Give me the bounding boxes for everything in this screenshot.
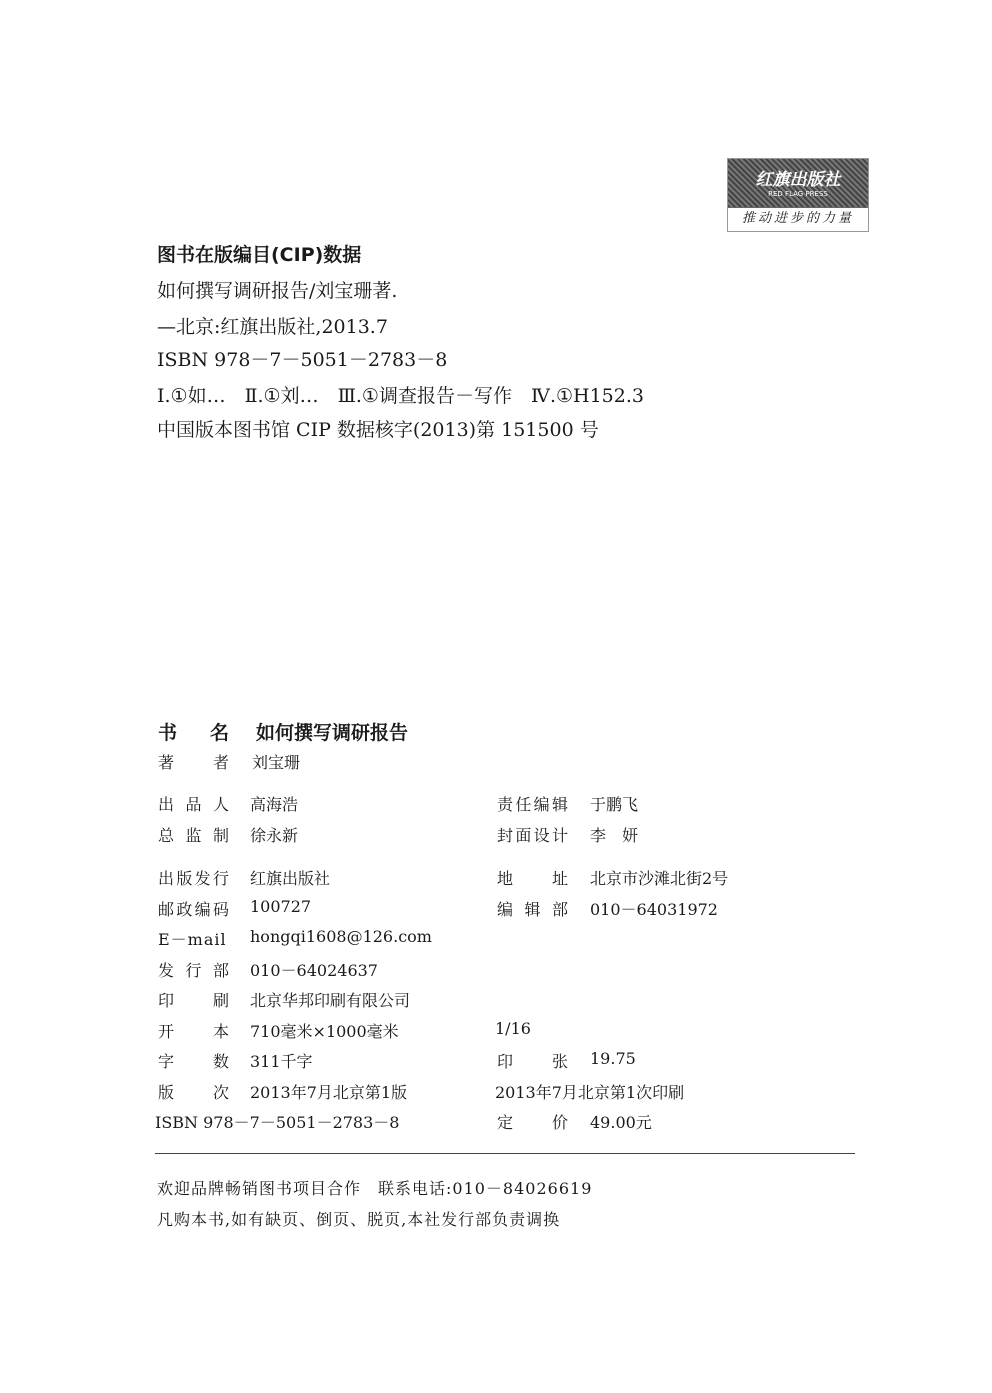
label: 总监制 [158, 826, 230, 845]
info-row [0, 1019, 992, 1043]
value: 徐永新 [250, 826, 299, 845]
publisher-logo: 红旗出版社 RED FLAG PRESS 推动进步的力量 [727, 158, 869, 232]
label: 印张 [497, 1052, 569, 1071]
info-row [0, 866, 992, 890]
label: 版次 [158, 1083, 230, 1102]
label: 地址 [497, 869, 569, 888]
value: 红旗出版社 [250, 869, 331, 888]
value: 010－64024637 [250, 961, 378, 980]
footer-line: 凡购本书,如有缺页、倒页、脱页,本社发行部负责调换 [157, 1210, 561, 1229]
cip-line: —北京:红旗出版社,2013.7 [157, 316, 388, 338]
value: 2013年7月北京第1版 [250, 1083, 408, 1102]
label: E－mail [158, 930, 227, 949]
value: 李 妍 [590, 826, 639, 845]
value: 刘宝珊 [252, 753, 301, 772]
value: ISBN 978－7－5051－2783－8 [155, 1113, 400, 1132]
info-row [0, 927, 992, 951]
value: hongqi1608@126.com [250, 927, 432, 946]
label: 发行部 [158, 961, 230, 980]
label: 封面设计 [497, 826, 569, 845]
info-row [0, 1110, 992, 1134]
cip-line: Ⅰ.①如… Ⅱ.①刘… Ⅲ.①调查报告－写作 Ⅳ.①H152.3 [157, 385, 644, 407]
value: 如何撰写调研报告 [256, 722, 409, 744]
label: 字数 [158, 1052, 230, 1071]
value: 010－64031972 [590, 900, 718, 919]
cip-title: 图书在版编目(CIP)数据 [157, 244, 362, 266]
info-row [0, 958, 992, 982]
value: 311千字 [250, 1052, 313, 1071]
value: 高海浩 [250, 795, 299, 814]
label: 开本 [158, 1022, 230, 1041]
footer-line: 欢迎品牌畅销图书项目合作 联系电话:010－84026619 [157, 1179, 593, 1198]
label: 出品人 [158, 795, 230, 814]
label: 定价 [497, 1113, 569, 1132]
cip-line: ISBN 978－7－5051－2783－8 [157, 349, 448, 371]
label: 编辑部 [497, 900, 569, 919]
divider [155, 1153, 855, 1154]
value: 北京华邦印刷有限公司 [250, 991, 411, 1010]
value: 于鹏飞 [590, 795, 639, 814]
value: 1/16 [495, 1019, 531, 1038]
label: 责任编辑 [497, 795, 569, 814]
cip-line: 如何撰写调研报告/刘宝珊著. [157, 280, 398, 302]
label: 邮政编码 [158, 900, 230, 919]
cip-line: 中国版本图书馆 CIP 数据核字(2013)第 151500 号 [157, 419, 599, 441]
info-row [0, 1049, 992, 1073]
label: 著者 [158, 753, 230, 772]
book-title-row [0, 718, 992, 742]
value: 2013年7月北京第1次印刷 [495, 1083, 685, 1102]
label: 出版发行 [158, 869, 230, 888]
label: 书名 [158, 722, 230, 744]
value: 710毫米×1000毫米 [250, 1022, 399, 1041]
value: 100727 [250, 897, 312, 916]
value: 北京市沙滩北街2号 [590, 869, 729, 888]
info-row [0, 792, 992, 816]
info-row [0, 988, 992, 1012]
label: 印刷 [158, 991, 230, 1010]
value: 19.75 [590, 1049, 636, 1068]
author-row [0, 750, 992, 774]
info-row [0, 823, 992, 847]
info-row [0, 897, 992, 921]
info-row [0, 1080, 992, 1104]
value: 49.00元 [590, 1113, 652, 1132]
